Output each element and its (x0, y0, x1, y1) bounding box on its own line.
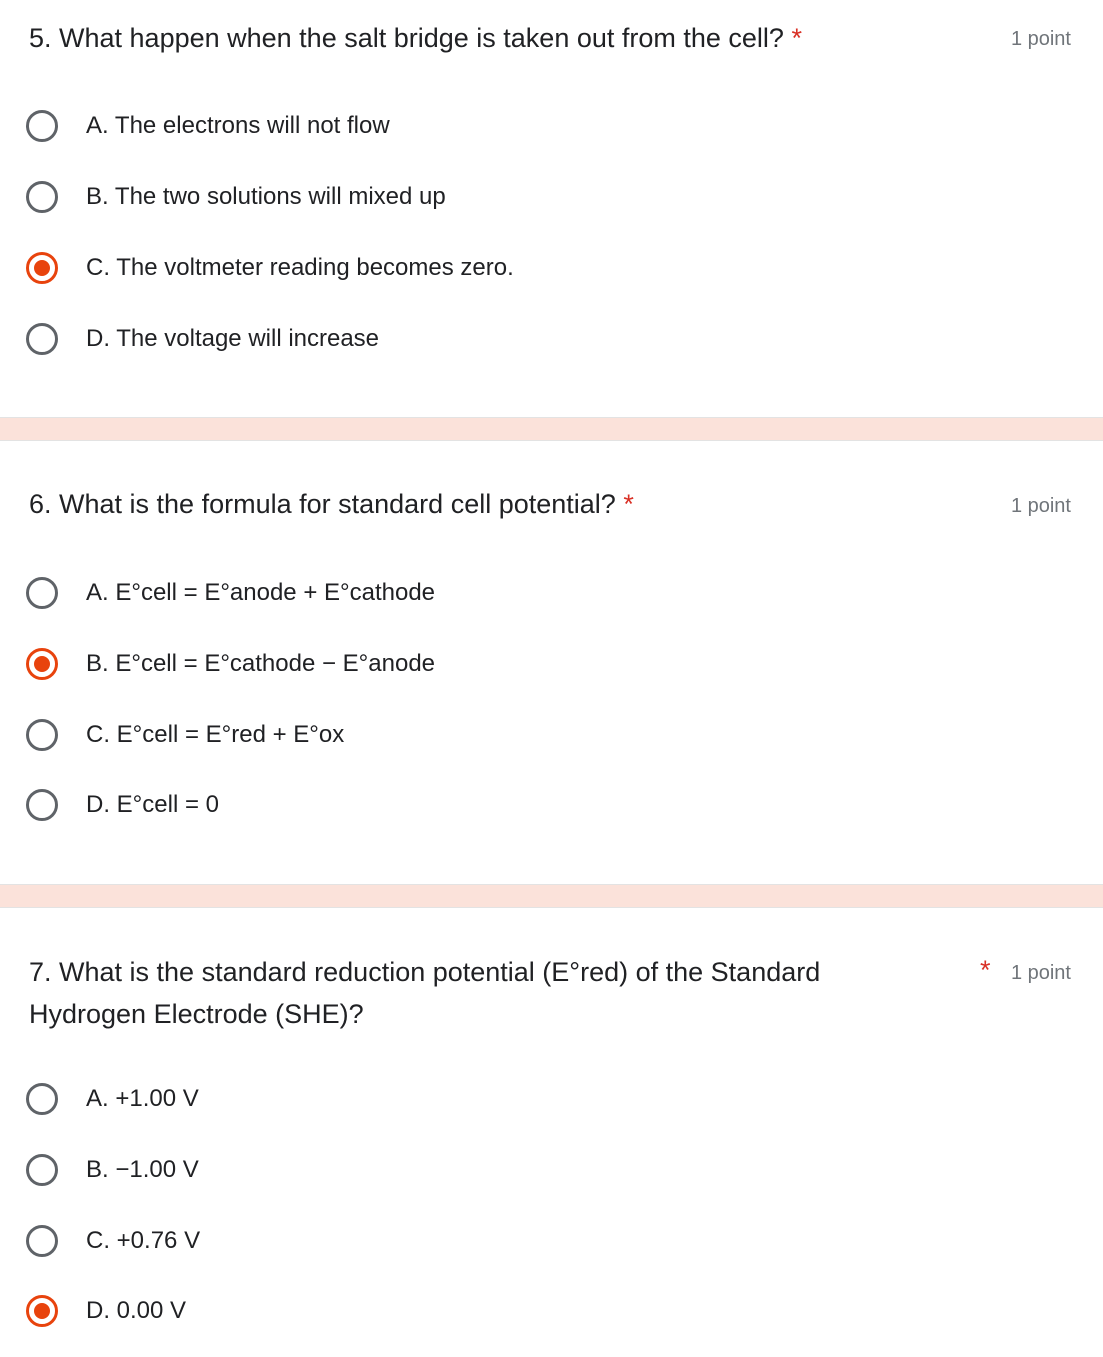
option-label: C. E°cell = E°red + E°ox (86, 721, 345, 748)
radio-unchecked-icon[interactable] (26, 110, 58, 142)
option-label: C. The voltmeter reading becomes zero. (86, 254, 514, 281)
question-7 (0, 908, 1103, 1357)
option-c[interactable] (26, 246, 514, 290)
option-label: C. +0.76 V (86, 1227, 201, 1254)
question-title: 5. What happen when the salt bridge is taken out from the cell? * (29, 23, 802, 53)
points-label: 1 point (1010, 495, 1071, 517)
radio-unchecked-icon[interactable] (26, 181, 58, 213)
question-5 (0, 0, 1103, 417)
radio-unchecked-icon[interactable] (26, 323, 58, 355)
option-c[interactable] (26, 1219, 200, 1263)
option-label: A. E°cell = E°anode + E°cathode (86, 579, 436, 606)
radio-checked-icon[interactable] (26, 1295, 58, 1327)
radio-unchecked-icon[interactable] (26, 719, 58, 751)
points-label: 1 point (1010, 28, 1071, 50)
option-a[interactable] (26, 1077, 199, 1121)
option-b[interactable] (26, 1148, 199, 1192)
radio-checked-icon[interactable] (26, 252, 58, 284)
option-label: B. E°cell = E°cathode − E°anode (86, 650, 436, 677)
option-label: A. +1.00 V (86, 1085, 199, 1112)
radio-unchecked-icon[interactable] (26, 789, 58, 821)
option-d[interactable] (26, 317, 379, 361)
required-asterisk: * (623, 489, 634, 519)
option-label: D. The voltage will increase (86, 325, 380, 352)
radio-unchecked-icon[interactable] (26, 577, 58, 609)
radio-unchecked-icon[interactable] (26, 1225, 58, 1257)
points-label: 1 point (1010, 962, 1071, 984)
option-d[interactable] (26, 783, 219, 827)
required-asterisk: * (791, 23, 802, 53)
section-separator (0, 417, 1103, 441)
radio-unchecked-icon[interactable] (26, 1083, 58, 1115)
question-6 (0, 441, 1103, 884)
option-c[interactable] (26, 713, 344, 757)
option-b[interactable] (26, 642, 435, 686)
option-a[interactable] (26, 571, 435, 615)
question-title-line-1: 7. What is the standard reduction potential (E°red) of the Standard (29, 957, 821, 987)
required-asterisk: * (980, 955, 991, 985)
option-b[interactable] (26, 175, 446, 219)
option-d[interactable] (26, 1289, 186, 1333)
option-label: D. E°cell = 0 (86, 791, 219, 818)
radio-unchecked-icon[interactable] (26, 1154, 58, 1186)
option-label: A. The electrons will not flow (86, 112, 390, 139)
section-separator (0, 884, 1103, 908)
question-title-line-2: Hydrogen Electrode (SHE)? (29, 999, 364, 1029)
option-label: B. The two solutions will mixed up (86, 183, 446, 210)
option-label: D. 0.00 V (86, 1297, 187, 1324)
question-title: 6. What is the formula for standard cell potential? * (29, 489, 634, 519)
option-a[interactable] (26, 104, 390, 148)
option-label: B. −1.00 V (86, 1156, 199, 1183)
radio-checked-icon[interactable] (26, 648, 58, 680)
